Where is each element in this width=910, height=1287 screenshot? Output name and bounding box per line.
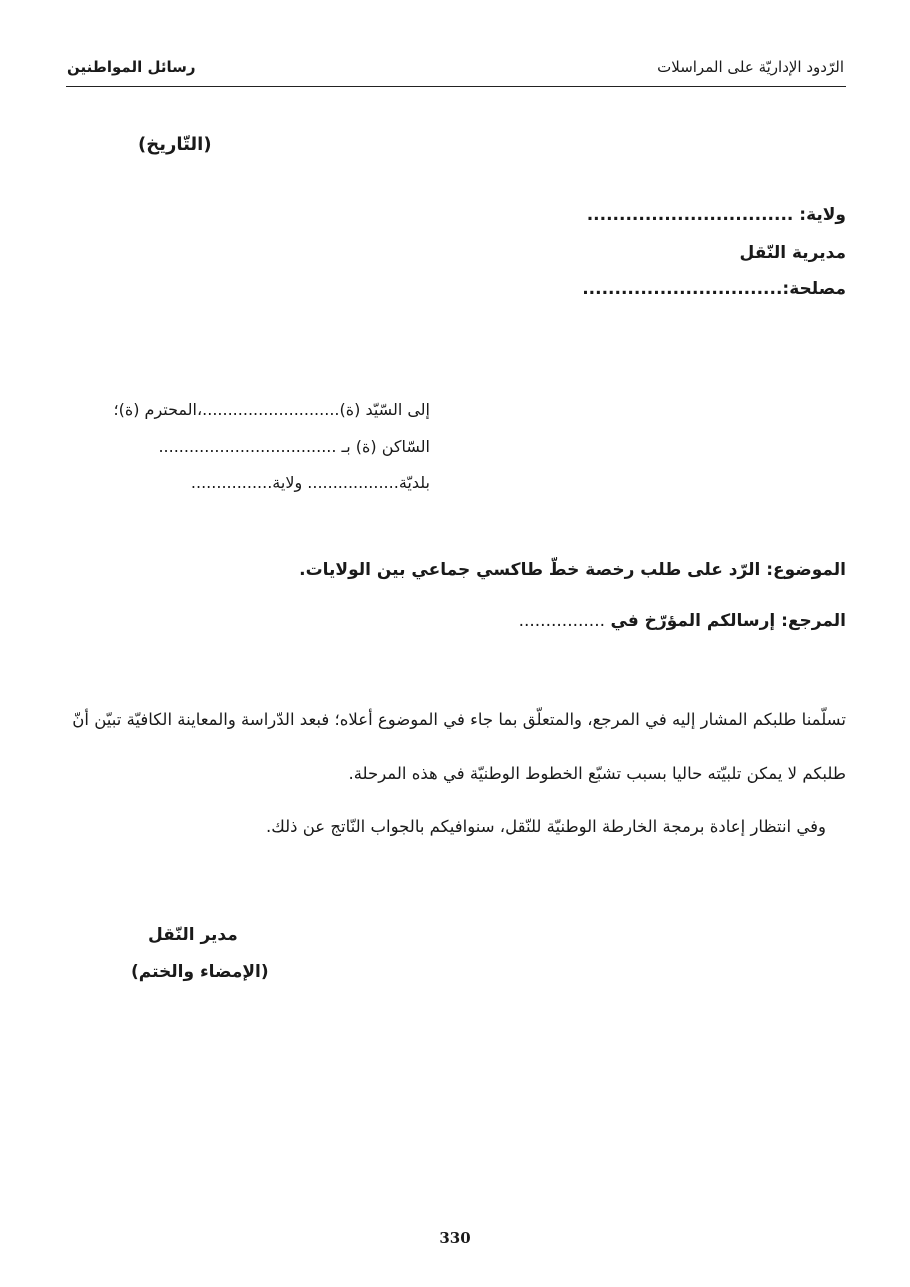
wilaya-line: ولاية: ................................ [586, 205, 846, 225]
header-divider [66, 86, 846, 87]
resident-line: السّاكن (ة) بـ ................................... [158, 437, 430, 456]
body-line-2: طلبكم لا يمكن تلبيّته حاليا بسبب تشبّع الخطوط الوطنيّة في هذه المرحلة. [348, 764, 846, 783]
service-line: مصلحة:............................... [582, 279, 846, 299]
reference-label: المرجع: إرسالكم المؤرّخ في [610, 611, 846, 631]
header-right-title: الرّدود الإداريّة على المراسلات [657, 58, 844, 76]
reference-line [519, 611, 846, 631]
recipient-line: إلى السّيّد (ة)...........................،المحترم (ة)؛ [113, 400, 430, 419]
subject-line: الموضوع: الرّد على طلب رخصة خطّ طاكسي جماعي بين الولايات. [299, 560, 846, 580]
signature-note: (الإمضاء والختم) [131, 962, 269, 982]
commune-line: بلديّة.................. ولاية................ [190, 473, 430, 492]
signature-title: مدير النّقل [148, 925, 238, 945]
header-left-title: رسائل المواطنين [67, 58, 196, 76]
body-line-3: وفي انتظار إعادة برمجة الخارطة الوطنيّة للنّقل، سنوافيكم بالجواب النّاتج عن ذلك. [265, 817, 826, 836]
body-line-1: تسلّمنا طلبكم المشار إليه في المرجع، والمتعلّق بما جاء في الموضوع أعلاه؛ فبعد الدّراسة والمعاينة الكافيّة تبيّن أنّ [72, 710, 846, 729]
directorate-line: مديرية النّقل [739, 243, 846, 263]
reference-dots: ................ [518, 611, 606, 631]
date-label: (التّاريخ) [138, 134, 212, 155]
page-number: 330 [439, 1229, 471, 1247]
